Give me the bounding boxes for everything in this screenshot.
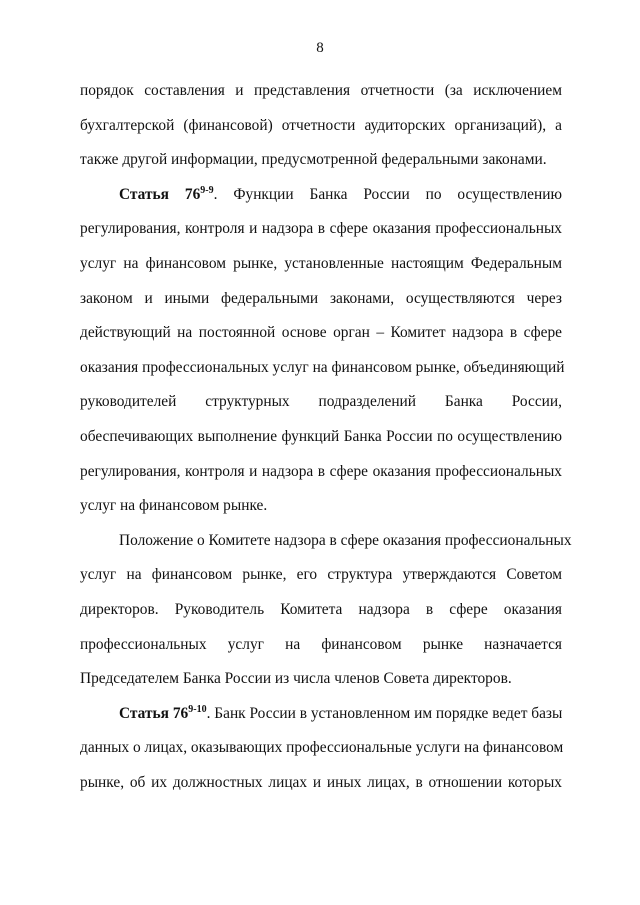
- text-line: услуг на финансовом рынке, установленные настоящим Федеральным: [80, 254, 562, 272]
- article-label: Статья 76$^{9-10}$: [119, 703, 207, 722]
- text-line: регулирования, контроля и надзора в сфере оказания профессиональных: [80, 220, 562, 238]
- text-line: действующий на постоянной основе орган – Комитет надзора в сфере: [80, 324, 562, 342]
- text-line: рынке, об их должностных лицах и иных лицах, в отношении которых: [80, 773, 562, 791]
- article-heading-rest: . Функции Банка России по осуществлению: [213, 185, 562, 203]
- article-heading-line: [80, 697, 562, 732]
- article-heading-line: [80, 178, 562, 213]
- text-line: Председателем Банка России из числа членов Совета директоров.: [80, 670, 512, 688]
- text-line: регулирования, контроля и надзора в сфере оказания профессиональных: [80, 462, 562, 480]
- article-superscript: 9-9: [200, 184, 214, 196]
- text-line: услуг на финансовом рынке, его структура утверждаются Советом: [80, 566, 562, 584]
- text-line: руководителей структурных подразделений Банка России,: [80, 393, 562, 411]
- text-line: директоров. Руководитель Комитета надзора в сфере оказания: [80, 600, 562, 618]
- paragraph-continuation: [80, 74, 562, 178]
- text-line: услуг на финансовом рынке.: [80, 497, 268, 515]
- text-line: законом и иными федеральными законами, осуществляются через: [80, 289, 562, 307]
- text-line: оказания профессиональных услуг на финансовом рынке, объединяющий: [80, 358, 565, 376]
- text-line: данных о лицах, оказывающих профессиональные услуги на финансовом: [80, 739, 564, 757]
- paragraph-committee: [80, 524, 572, 697]
- document-body: [80, 74, 572, 800]
- text-line: бухгалтерской (финансовой) отчетности аудиторских организаций), а: [80, 116, 562, 134]
- article-76-9-9: [80, 178, 565, 524]
- article-label: Статья 76$^{9-9}$: [119, 184, 214, 203]
- text-line: обеспечивающих выполнение функций Банка России по осуществлению: [80, 427, 562, 445]
- text-line: также другой информации, предусмотренной федеральными законами.: [80, 151, 547, 169]
- article-superscript: 9-10: [188, 703, 207, 715]
- text-line: Положение о Комитете надзора в сфере оказания профессиональных: [119, 531, 572, 549]
- text-line: порядок составления и представления отчетности (за исключением: [80, 82, 562, 99]
- article-heading-rest: . Банк России в установленном им порядке ведет базы: [206, 704, 563, 722]
- article-76-9-10: [80, 697, 562, 801]
- text-line: профессиональных услуг на финансовом рынке назначается: [80, 635, 562, 653]
- page-number: 8: [316, 40, 324, 56]
